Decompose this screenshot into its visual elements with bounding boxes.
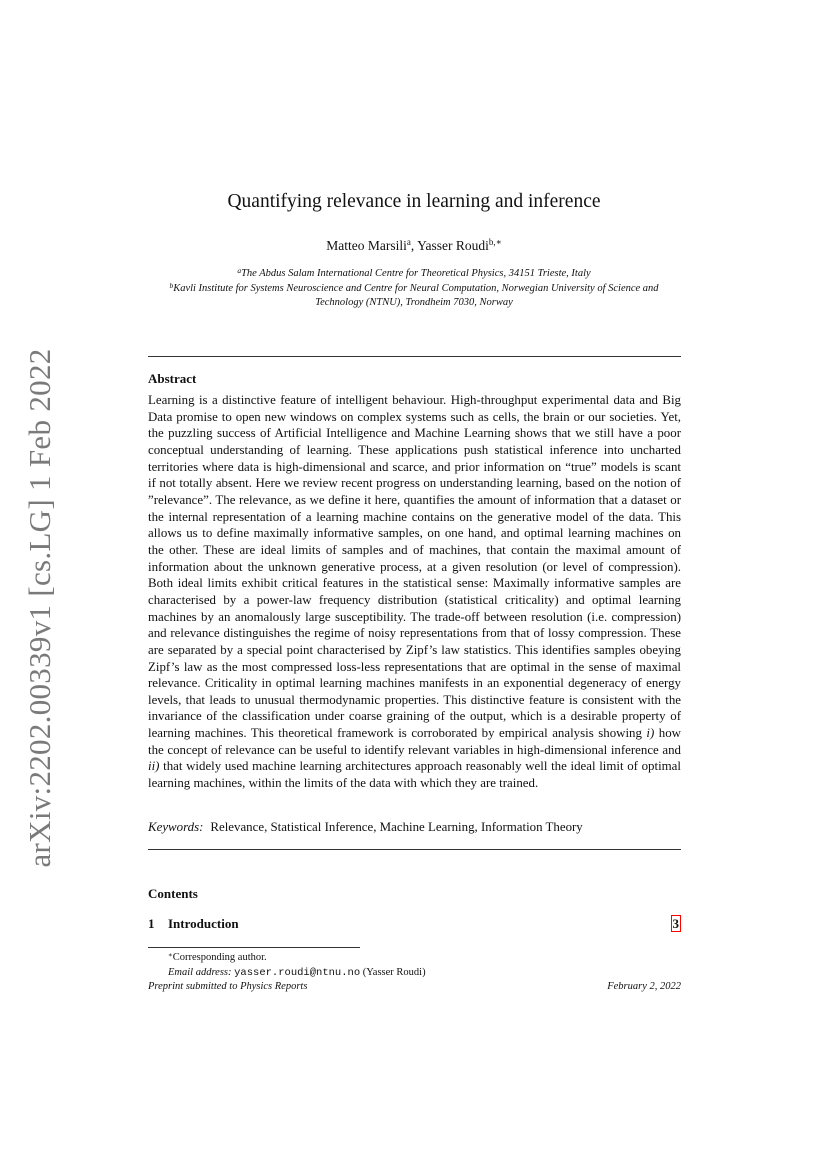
email-label: Email address: xyxy=(168,967,232,978)
arxiv-stamp: arXiv:2202.00339v1 [cs.LG] 1 Feb 2022 xyxy=(22,348,57,868)
footnote-email-line xyxy=(168,965,426,981)
footer-date: February 2, 2022 xyxy=(607,981,681,992)
enumeration-marker: ii) xyxy=(148,759,160,774)
abstract-bottom-rule xyxy=(148,849,681,850)
footer-preprint-note: Preprint submitted to Physics Reports xyxy=(148,981,308,992)
email-owner: (Yasser Roudi) xyxy=(360,967,426,978)
abstract-text: how the concept of relevance can be useful to identify relevant variables in high-dimensional inference and xyxy=(148,726,681,757)
keywords-line xyxy=(148,820,681,835)
footnote-line xyxy=(168,950,426,965)
footnote xyxy=(168,950,426,981)
author-name[interactable]: Matteo Marsili xyxy=(326,238,407,253)
affiliation-text: Kavli Institute for Systems Neuroscience and Centre for Neural Computation, Norwegian University of Science and Technology (NTNU), Trondheim 7030, Norway xyxy=(173,282,659,308)
contents-heading: Contents xyxy=(148,886,198,901)
abstract-paragraph xyxy=(148,392,681,792)
author-name[interactable]: Yasser Roudi xyxy=(417,238,489,253)
toc-section-number: 1 xyxy=(148,916,155,931)
toc-section-title[interactable]: Introduction xyxy=(168,916,239,931)
affiliation-line xyxy=(150,282,678,311)
affiliation-line xyxy=(150,267,678,282)
affiliation-mark: a xyxy=(237,266,242,275)
keywords-label: Keywords: xyxy=(148,820,204,834)
author-affiliation-mark: b,∗ xyxy=(488,237,502,247)
paper-title: Quantifying relevance in learning and inference xyxy=(227,191,601,212)
abstract-text: that widely used machine learning architectures approach reasonably well the ideal limit of optimal learning machines, within the limits of the data with which they are trained. xyxy=(148,759,681,791)
enumeration-marker: i) xyxy=(646,726,655,741)
footnote-mark: ∗ xyxy=(168,951,173,959)
toc-entry[interactable] xyxy=(148,916,681,932)
affiliation-text: The Abdus Salam International Centre for Theoretical Physics, 34151 Trieste, Italy xyxy=(241,268,591,279)
author-list xyxy=(0,238,828,254)
toc-page-link[interactable]: 3 xyxy=(672,916,679,931)
abstract-top-rule xyxy=(148,356,681,357)
abstract-heading: Abstract xyxy=(148,371,197,386)
abstract-text: Learning is a distinctive feature of intelligent behaviour. High-throughput experimental data and Big Data promise to open new windows on complex systems such as cells, the brain or our societies. Yet, the puzzling success of Artificial Intelligence and Machine Learning shows that we still have a poor conceptual understanding of learning. These applications push statistical inference into uncharted territories where data is high-dimensional and scarce, and prior information on “true” models is scant if not totally absent. Here we review recent progress on understanding learning, based on the notion of ”relevance”. The relevance, as we define it here, quantifies the amount of information that a dataset or the internal representation of a learning machine contains on the generative model of the data. This allows us to define maximally informative samples, on one hand, and optimal learning machines on the other. These are ideal limits of samples and of machines, that contain the maximal amount of information about the unknown generative process, at a given resolution (or level of compression). Both ideal limits exhibit critical features in the statistical sense: Maximally informative samples are characterised by a power-law frequency distribution (statistical criticality) and optimal learning machines by an anomalously large susceptibility. The trade-off between resolution (i.e. compression) and relevance distinguishes the regime of noisy representations from that of lossy compression. These are separated by a special point characterised by Zipf’s law statistics. This identifies samples obeying Zipf’s law as the most compressed loss-less representations that are optimal in the sense of maximal relevance. Criticality in optimal learning machines manifests in an exponential degeneracy of energy levels, that leads to unusual thermodynamic properties. This distinctive feature is consistent with the invariance of the classification under coarse graining of the output, which is a desirable property of learning machines. This theoretical framework is corroborated by empirical analysis showing xyxy=(148,393,681,741)
footnote-text: Corresponding author. xyxy=(172,952,267,963)
affiliation-mark: b xyxy=(169,280,174,290)
keywords-text: Relevance, Statistical Inference, Machine Learning, Information Theory xyxy=(210,820,583,834)
affiliations xyxy=(150,267,678,311)
author-separator: , xyxy=(410,238,418,253)
abstract-body xyxy=(148,392,681,792)
email-link[interactable]: yasser.roudi@ntnu.no xyxy=(234,967,361,979)
author-affiliation-mark: a xyxy=(406,237,411,247)
footnote-rule xyxy=(148,947,360,948)
